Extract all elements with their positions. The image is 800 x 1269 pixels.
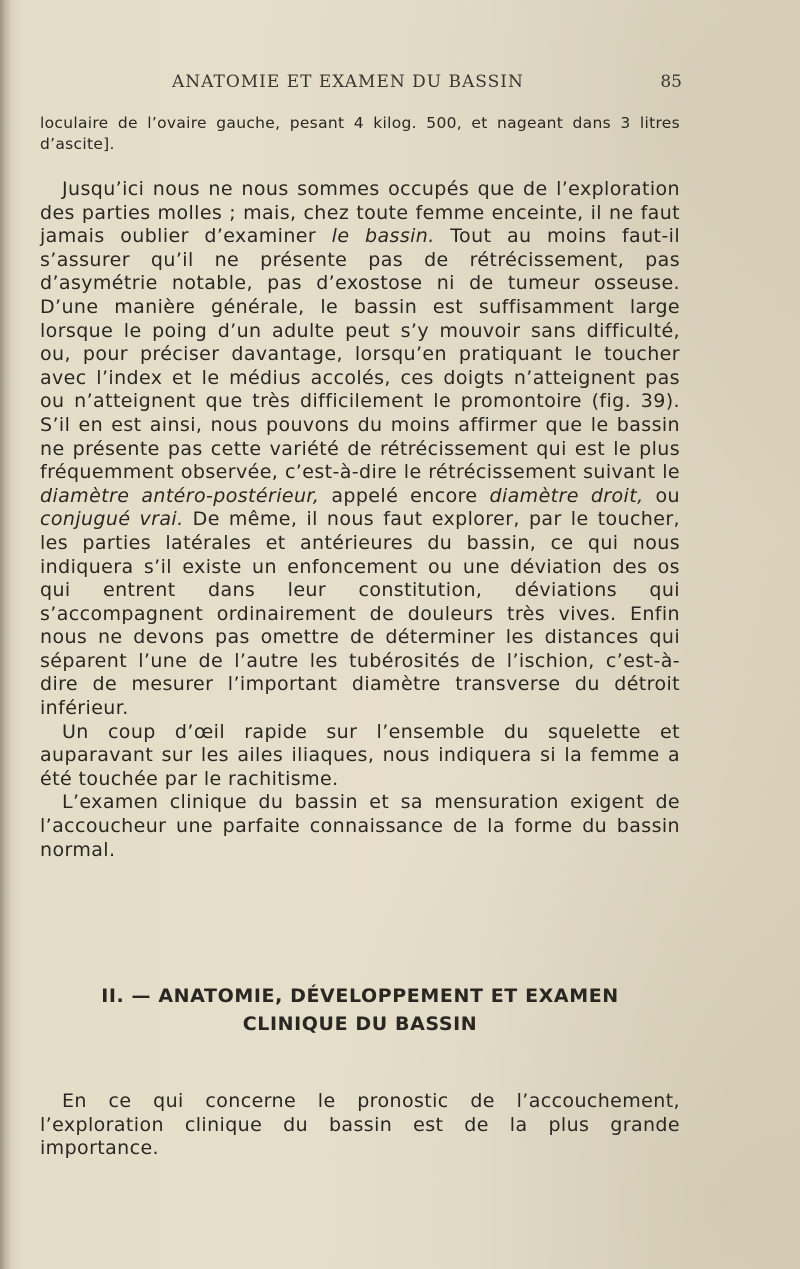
section-heading: [40, 982, 680, 1038]
italic-term-diametre-droit: diamètre droit,: [489, 484, 644, 507]
paragraph-rachitisme: Un coup d’œil rapide sur l’ensemble du squelette et auparavant sur les ailes iliaques, nous indiquera si la femme a été touchée par le rachitisme.: [40, 720, 680, 790]
page-gutter-shadow: [0, 0, 12, 1269]
paragraph-examen-clinique: L’examen clinique du bassin et sa mensuration exigent de l’accoucheur une parfaite connaissance de la forme du bassin normal.: [40, 791, 680, 861]
main-text: [40, 178, 680, 862]
section-heading-line: CLINIQUE DU BASSIN: [242, 1013, 478, 1035]
italic-term-bassin: le bassin.: [331, 225, 435, 248]
section-intro: [40, 1090, 680, 1161]
page-number: 85: [660, 72, 682, 92]
text-run: Tout au moins faut-il s’assurer qu’il ne présente pas de rétrécissement, pas d’asymétrie notable, pas d’exostose ni de tumeur osseuse. D’une manière générale, le bassin est suffisamment large lorsque le poing d’un adulte peut s’y mouvoir sans difficulté, ou, pour préciser davantage, lorsqu’en pratiquant le toucher avec l’index et le médius accolés, ces doigts n’atteignent pas ou n’atteignent que très difficilement le promontoire (fig. 39). S’il en est ainsi, nous pouvons du moins affirmer que le bassin ne présente pas cette variété de rétrécissement qui est le plus fréquemment observée, c’est-à-dire le rétrécissement suivant le: [40, 225, 680, 484]
paragraph-exploration: [40, 178, 680, 721]
section-heading-line: II. — ANATOMIE, DÉVELOPPEMENT ET EXAMEN: [101, 985, 619, 1007]
text-run: Jusqu’ici nous ne nous sommes occupés que de l’exploration des parties molles ; mais, chez toute femme enceinte, il ne faut jamais oublier d’examiner: [40, 178, 680, 248]
text-run: De même, il nous faut explorer, par le toucher, les parties latérales et antérieures du bassin, ce qui nous indiquera s’il existe un enfoncement ou une déviation des os qui entrent dans leur constitution, déviations qui s’accompagnent ordinairement de douleurs très vives. Enfin nous ne devons pas omettre de déterminer les distances qui séparent l’une de l’autre les tubérosités de l’ischion, c’est-à-dire de mesurer l’important diamètre transverse du détroit inférieur.: [40, 508, 680, 720]
italic-term-diametre-antero-posterieur: diamètre antéro-postérieur,: [40, 484, 320, 507]
text-run: appelé encore: [319, 484, 490, 507]
text-run: ou: [643, 484, 680, 507]
paragraph-pronostic: En ce qui concerne le pronostic de l’accouchement, l’exploration clinique du bassin est de la plus grande importance.: [40, 1090, 680, 1160]
italic-term-conjugue-vrai: conjugué vrai.: [40, 508, 184, 531]
footnote-continuation: loculaire de l’ovaire gauche, pesant 4 kilog. 500, et nageant dans 3 litres d’ascite].: [40, 114, 680, 153]
page-header: [40, 72, 680, 96]
running-title: ANATOMIE ET EXAMEN DU BASSIN: [172, 72, 524, 92]
